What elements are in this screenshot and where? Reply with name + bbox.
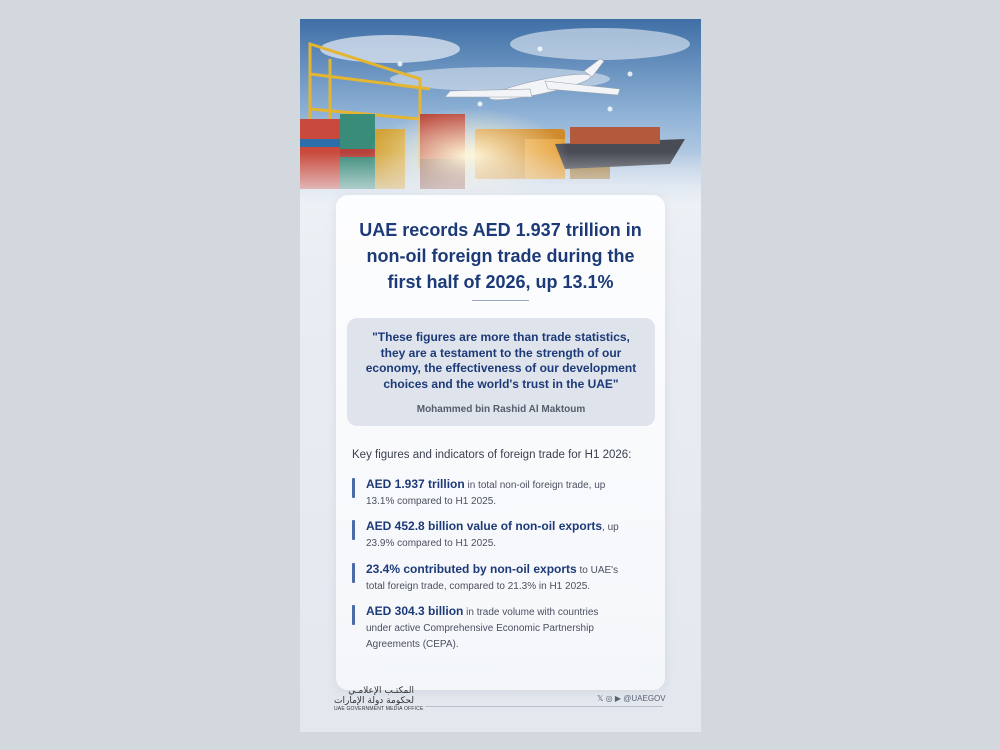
logo-english: UAE GOVERNMENT MEDIA OFFICE: [334, 706, 424, 712]
divider: [472, 300, 529, 301]
headline-line: non-oil foreign trade during the: [366, 246, 635, 266]
item-text: Agreements (CEPA).: [366, 639, 459, 650]
social-icons: 𝕏 ◎ ▶: [597, 694, 622, 703]
item-highlight: AED 1.937 trillion: [366, 477, 465, 491]
quote-line: "These figures are more than trade statistics,: [372, 330, 630, 344]
item-bar: [352, 563, 355, 583]
item-highlight: AED 452.8 billion value of non-oil exports: [366, 519, 603, 533]
headline-line: UAE records AED 1.937 trillion in: [359, 220, 642, 240]
logo-arabic: لحكومة دولة الإمارات: [334, 696, 414, 706]
quote-attribution: Mohammed bin Rashid Al Maktoum: [416, 404, 586, 415]
item-text: in total non-oil foreign trade, up: [464, 480, 606, 491]
item-bar: [352, 605, 355, 625]
item-text: , up: [602, 522, 619, 533]
headline-line: first half of 2026, up 13.1%: [387, 272, 614, 292]
quote-box: [347, 318, 655, 426]
quote-line: they are a testament to the strength of our: [380, 345, 622, 360]
quote-line: economy, the effectiveness of our development: [365, 361, 637, 375]
item-text: 23.9% compared to H1 2025.: [366, 538, 497, 549]
item-bar: [352, 520, 355, 540]
hero-image: [300, 19, 701, 209]
quote-line: choices and the world's trust in the UAE": [383, 376, 619, 391]
item-highlight: AED 304.3 billion: [366, 604, 464, 618]
infographic-poster: [300, 19, 701, 732]
item-highlight: 23.4% contributed by non-oil exports: [366, 562, 577, 576]
quote-text: [347, 330, 655, 392]
logo-arabic: المكتـب الإعلامـي: [348, 686, 414, 696]
item-text: under active Comprehensive Economic Partnership: [366, 623, 594, 634]
content-card: [336, 195, 665, 690]
media-office-logo: [334, 686, 424, 716]
intro-text: Key figures and indicators of foreign trade for H1 2026:: [352, 449, 632, 461]
item-text: total foreign trade, compared to 21.3% in H1 2025.: [366, 581, 591, 592]
item-bar: [352, 478, 355, 498]
footer-divider: [425, 706, 663, 707]
item-text: to UAE's: [576, 565, 619, 576]
item-text: 13.1% compared to H1 2025.: [366, 496, 497, 507]
item-text: in trade volume with countries: [463, 607, 599, 618]
handle-text: @UAEGOV: [623, 694, 666, 703]
headline: [336, 217, 665, 295]
social-handle: [597, 694, 666, 703]
